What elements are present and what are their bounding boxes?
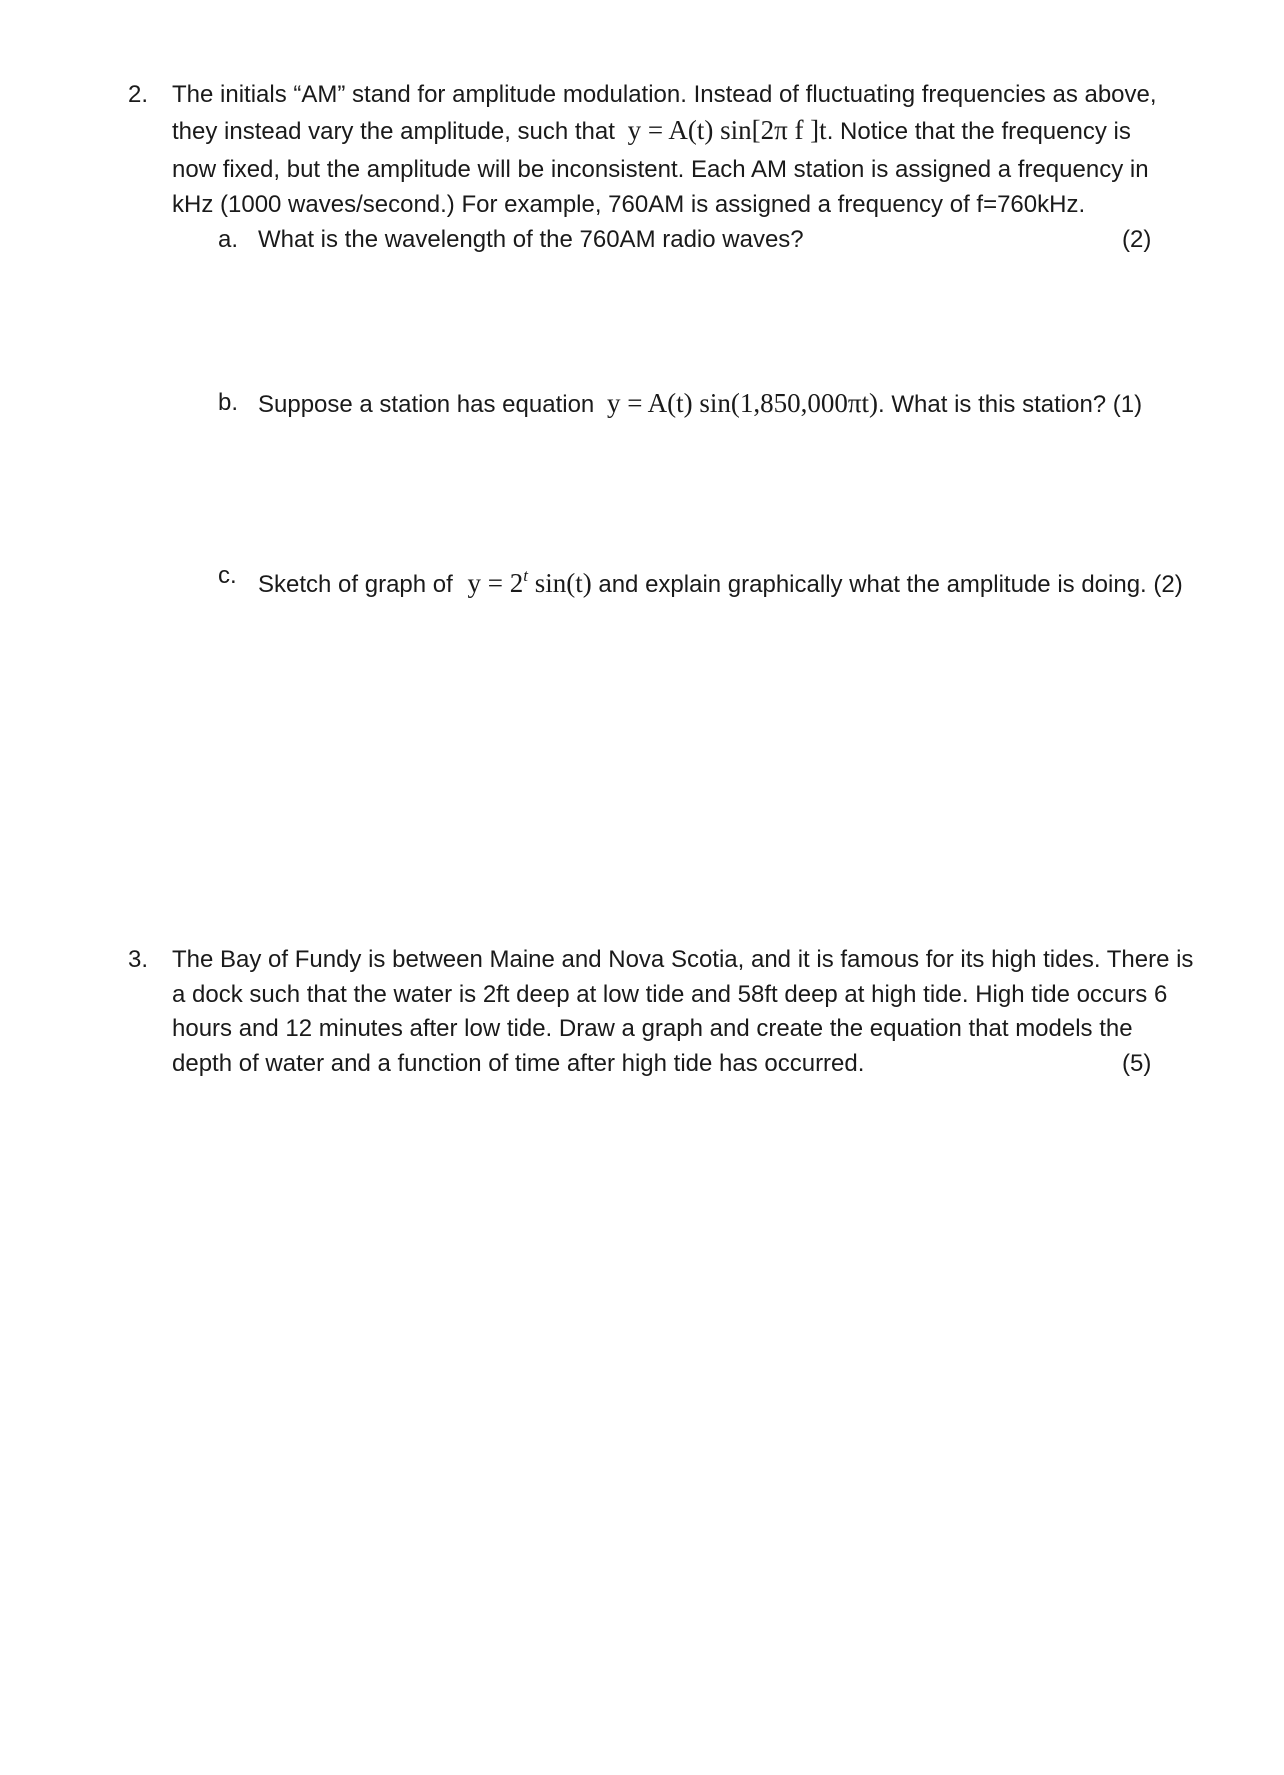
question-2-line-2-tail: . Notice that the frequency is [826, 118, 1131, 145]
part-b-letter: b. [218, 389, 239, 416]
question-2-line-4: kHz (1000 waves/second.) For example, 760AM is assigned a frequency of f=760kHz. [172, 191, 1086, 218]
question-2-line-1: The initials “AM” stand for amplitude modulation. Instead of fluctuating frequencies as above, [172, 81, 1157, 108]
part-c-letter: c. [218, 562, 237, 589]
part-a-points: (2) [1122, 226, 1152, 253]
question-2-line-2-text: they instead vary the amplitude, such that [172, 118, 615, 145]
graph-equation-exponent: t [523, 566, 528, 585]
question-2-line-3: now fixed, but the amplitude will be inconsistent. Each AM station is assigned a frequency in [172, 156, 1149, 183]
question-3-line-1: The Bay of Fundy is between Maine and Nova Scotia, and it is famous for its high tides. There is [172, 946, 1194, 973]
part-c-tail: and explain graphically what the amplitude is doing. (2) [598, 571, 1183, 598]
part-b-line [258, 388, 1142, 420]
part-b-text: Suppose a station has equation [258, 391, 595, 418]
part-a-text: What is the wavelength of the 760AM radio waves? [258, 226, 804, 253]
graph-equation [467, 568, 591, 598]
question-2-line-2 [172, 115, 1131, 147]
question-3-line-2: a dock such that the water is 2ft deep at low tide and 58ft deep at high tide. High tide occurs 6 [172, 981, 1168, 1008]
part-c-text: Sketch of graph of [258, 571, 453, 598]
part-a-letter: a. [218, 226, 239, 253]
question-3-line-3: hours and 12 minutes after low tide. Draw a graph and create the equation that models the [172, 1015, 1133, 1042]
part-c-line [258, 561, 1183, 600]
question-2-number: 2. [128, 81, 149, 108]
station-equation: y = A(t) sin(1,850,000πt) [606, 388, 879, 418]
question-3-number: 3. [128, 946, 149, 973]
am-equation: y = A(t) sin[2π f ]t [627, 115, 827, 145]
part-b-tail: . What is this station? (1) [878, 391, 1143, 418]
question-3-points: (5) [1122, 1050, 1152, 1077]
graph-equation-rest: sin(t) [527, 568, 592, 598]
question-3-line-4: depth of water and a function of time after high tide has occurred. [172, 1050, 865, 1077]
graph-equation-base: y = 2 [467, 568, 524, 598]
